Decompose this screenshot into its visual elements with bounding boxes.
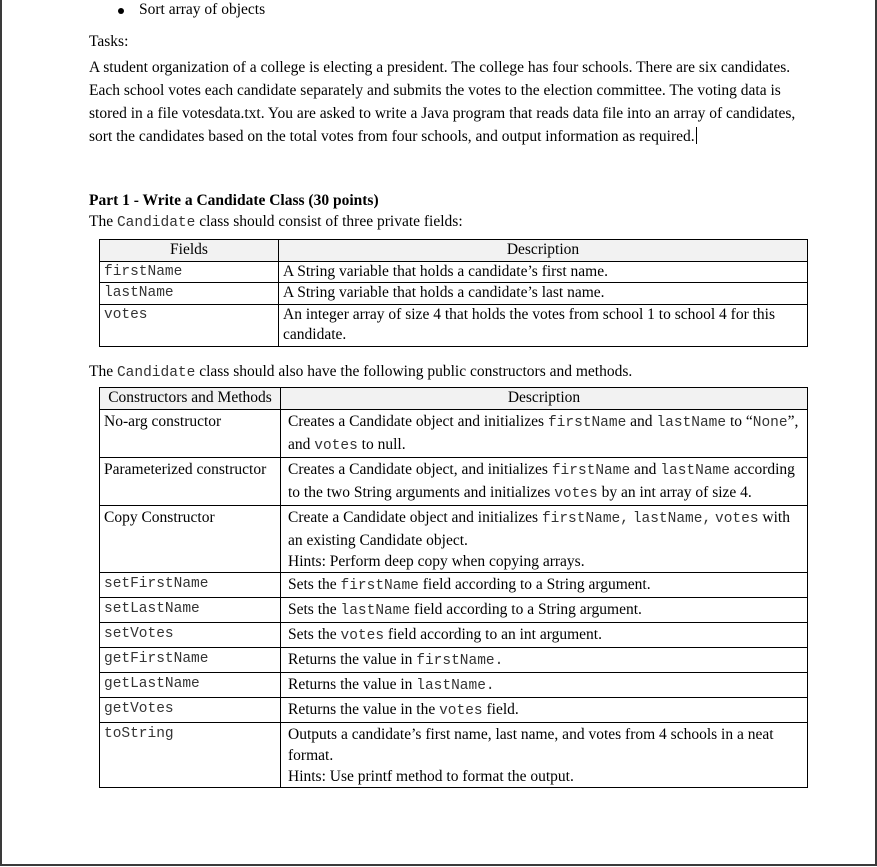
fields-intro — [89, 213, 463, 231]
text-run: field. — [482, 700, 519, 718]
member-name: setVotes — [100, 622, 281, 647]
text-run: Sets the — [288, 625, 341, 643]
member-description — [281, 697, 808, 722]
text-run: according to the two String arguments and initializes — [288, 460, 795, 501]
inline-code: Candidate — [116, 215, 196, 231]
table-row — [100, 672, 808, 697]
member-description — [281, 457, 808, 505]
inline-code: votes — [554, 485, 598, 502]
member-name: getFirstName — [100, 647, 281, 672]
member-name: setFirstName — [100, 572, 281, 597]
member-name: Copy Constructor — [100, 505, 281, 572]
column-header-description: Description — [281, 388, 808, 410]
member-name: lastName — [100, 283, 279, 305]
text-run: Sets the — [288, 600, 341, 618]
inline-code: firstName. — [416, 652, 504, 669]
member-description — [281, 505, 808, 572]
table-row — [100, 505, 808, 572]
text-run: field according to a String argument. — [410, 600, 642, 618]
tasks-paragraph[interactable] — [89, 56, 814, 148]
member-description — [281, 647, 808, 672]
member-name: setLastName — [100, 597, 281, 622]
member-description — [279, 283, 808, 305]
inline-code: None — [752, 414, 788, 431]
inline-code: lastName — [340, 602, 411, 619]
column-header-constructors-methods: Constructors and Methods — [100, 388, 281, 410]
member-description — [281, 597, 808, 622]
column-header-description: Description — [279, 240, 808, 262]
member-description — [279, 304, 808, 346]
member-description — [281, 672, 808, 697]
inline-code: firstName — [547, 414, 627, 431]
bullet-text: Sort array of objects — [139, 1, 266, 18]
text-run: Creates a Candidate object and initializes — [288, 412, 548, 430]
methods-table — [99, 387, 808, 788]
member-name: votes — [100, 304, 279, 346]
inline-code: lastName, — [632, 510, 712, 527]
member-description — [281, 722, 808, 787]
inline-code: votes — [439, 702, 483, 719]
text-run: Create a Candidate object and initializes — [288, 508, 542, 526]
text-run: An integer array of size 4 that holds the votes from school 1 to school 4 for this candidate. — [283, 305, 776, 343]
table-row — [100, 622, 808, 647]
table-row — [100, 722, 808, 787]
table-row — [100, 304, 808, 346]
table-header-row — [100, 388, 808, 410]
text-run: field according to a String argument. — [418, 575, 651, 593]
member-name: getLastName — [100, 672, 281, 697]
inline-code: firstName — [551, 462, 631, 479]
inline-code: lastName — [660, 462, 730, 479]
text-run: and — [626, 412, 657, 430]
inline-code: votes — [715, 510, 759, 527]
text-run: The — [89, 213, 117, 230]
table-row — [100, 261, 808, 283]
member-description — [281, 572, 808, 597]
inline-code: Candidate — [116, 365, 196, 381]
text-run: A String variable that holds a candidate’s last name. — [283, 284, 605, 301]
table-row — [100, 697, 808, 722]
text-run: A String variable that holds a candidate’s first name. — [283, 262, 608, 280]
tasks-heading: Tasks: — [89, 33, 129, 50]
text-run: Returns the value in — [288, 675, 417, 693]
member-name: Parameterized constructor — [100, 457, 281, 505]
inline-code: lastName. — [416, 677, 495, 694]
text-run: and — [630, 460, 661, 478]
text-cursor — [696, 127, 697, 144]
member-description — [281, 622, 808, 647]
table-row — [100, 409, 808, 457]
table-row — [100, 457, 808, 505]
member-name: No-arg constructor — [100, 409, 281, 457]
tasks-paragraph-text: A student organization of a college is electing a president. The college has four schools. There are six candidates. Each school votes each candidate separately and submits the votes to the election committee. The voting data is stored in a file votesdata.txt. You are asked to write a Java program that reads data file into an array of candidates, sort the candidates based on the total votes from four schools, and output information as required. — [89, 59, 796, 145]
text-run: Hints: Use printf method to format the output. — [288, 767, 574, 785]
methods-intro — [89, 363, 632, 381]
member-name: firstName — [100, 261, 279, 283]
column-header-fields: Fields — [100, 240, 279, 262]
inline-code: firstName — [340, 577, 419, 594]
inline-code: lastName — [656, 414, 727, 431]
text-run: by an int array of size 4. — [597, 483, 752, 501]
table-row — [100, 572, 808, 597]
bullet-icon — [118, 8, 124, 14]
text-run: The — [89, 363, 117, 380]
table-row — [100, 597, 808, 622]
text-run: ”, and — [288, 412, 799, 453]
text-run: Returns the value in — [288, 650, 417, 668]
table-row — [100, 647, 808, 672]
inline-code: firstName, — [541, 510, 629, 527]
text-run: Sets the — [288, 575, 341, 593]
member-name: toString — [100, 722, 281, 787]
text-run: to null. — [357, 435, 406, 453]
inline-code: votes — [340, 627, 385, 644]
text-run: Outputs a candidate’s first name, last name, and votes from 4 schools in a neat format. — [288, 725, 774, 764]
table-row — [100, 283, 808, 305]
part1-heading: Part 1 - Write a Candidate Class (30 points) — [89, 192, 379, 209]
text-run: class should also have the following public constructors and methods. — [195, 363, 633, 380]
member-description — [279, 261, 808, 283]
text-run: Hints: Perform deep copy when copying arrays. — [288, 552, 585, 570]
fields-table — [99, 239, 808, 347]
text-run: with an existing Candidate object. — [288, 508, 790, 549]
member-description — [281, 409, 808, 457]
text-run: Returns the value in the — [288, 700, 440, 718]
table-header-row — [100, 240, 808, 262]
text-run: to “ — [726, 412, 753, 430]
text-run: class should consist of three private fields: — [195, 213, 463, 230]
text-run: field according to an int argument. — [384, 625, 602, 643]
inline-code: votes — [314, 437, 358, 454]
text-run: Creates a Candidate object, and initializes — [288, 460, 552, 478]
member-name: getVotes — [100, 697, 281, 722]
